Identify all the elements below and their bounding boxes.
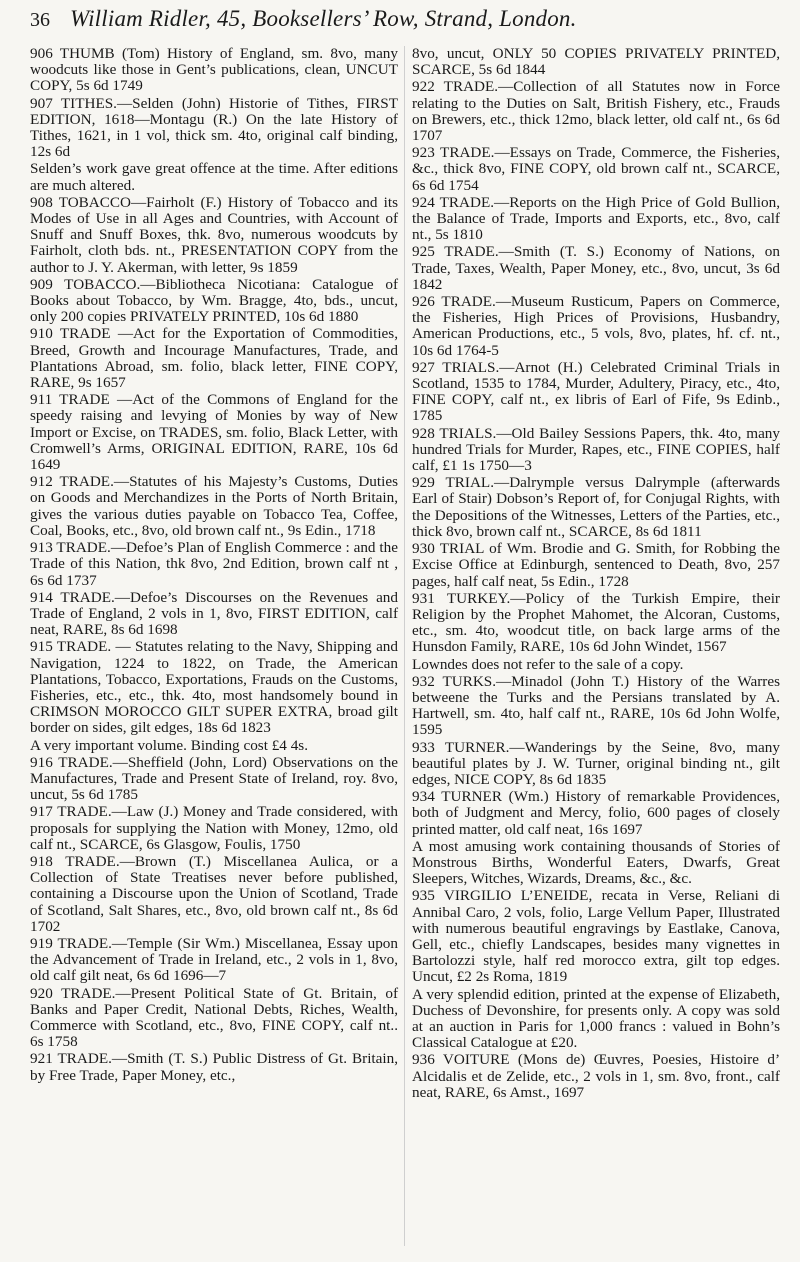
catalogue-entry: 907 TITHES.—Selden (John) Historie of Tithes, FIRST EDITION, 1618—Montagu (R.) On the late History of Tithes, 1621, in 1 vol, thick sm. 4to, original calf binding, 12s 6d — [30, 94, 398, 161]
page-header — [30, 6, 780, 36]
catalogue-entry: 919 TRADE.—Temple (Sir Wm.) Miscellanea, Essay upon the Advancement of Trade in Ireland, etc., 2 vols in 1, 8vo, old calf gilt neat, 6s 6d 1696—7 — [30, 934, 398, 985]
catalogue-entry: 911 TRADE —Act of the Commons of England for the speedy raising and levying of Monies by way of New Import or Excise, on TRADES, sm. folio, Black Letter, with Cromwell’s Arms, ORIGINAL EDITION, RARE, 10s 6d 1649 — [30, 391, 398, 474]
entry-note: Selden’s work gave great offence at the time. After editions are much altered. — [30, 160, 398, 194]
catalogue-entry: 933 TURNER.—Wanderings by the Seine, 8vo, many beautiful plates by J. W. Turner, original binding nt., gilt edges, NICE COPY, 8s 6d 1835 — [412, 738, 780, 788]
catalogue-entry: 910 TRADE —Act for the Exportation of Commodities, Breed, Growth and Incourage Manufactures, Trade, and Plantations Abroad, sm. folio, black letter, FINE COPY, RARE, 9s 1657 — [30, 325, 398, 392]
catalogue-entry: 930 TRIAL of Wm. Brodie and G. Smith, for Robbing the Excise Office at Edinburgh, sentenced to Death, 8vo, 257 pages, half calf neat, 5s Edin., 1728 — [412, 540, 780, 590]
catalogue-entry: 913 TRADE.—Defoe’s Plan of English Commerce : and the Trade of this Nation, thk 8vo, 2nd Edition, brown calf nt , 6s 6d 1737 — [30, 539, 398, 589]
catalogue-entry: 908 TOBACCO—Fairholt (F.) History of Tobacco and its Modes of Use in all Ages and Countries, with Account of Snuff and Snuff Boxes, thk. 8vo, numerous woodcuts by Fairholt, cloth bds. nt., PRESENTATION COPY from the author to J. Y. Akerman, with letter, 9s 1859 — [30, 193, 398, 276]
catalogue-entry: 917 TRADE.—Law (J.) Money and Trade considered, with proposals for supplying the Nation with Money, 12mo, old calf nt., SCARCE, 6s Glasgow, Foulis, 1750 — [30, 803, 398, 853]
catalogue-entry: 927 TRIALS.—Arnot (H.) Celebrated Criminal Trials in Scotland, 1535 to 1784, Murder, Adultery, Piracy, etc., 4to, FINE COPY, calf nt., ex libris of Earl of Fife, 9s Edinb., 1785 — [412, 358, 780, 425]
catalogue-entry: 934 TURNER (Wm.) History of remarkable Providences, both of Judgment and Mercy, folio, 600 pages of closely printed matter, old calf neat, 16s 1697 — [412, 788, 780, 838]
catalogue-entry: 915 TRADE. — Statutes relating to the Navy, Shipping and Navigation, 1224 to 1822, on Trade, the American Plantations, Tobacco, Exportations, Frauds on the Customs, Fisheries, etc., etc., thk. 4to, most handsomely bound in CRIMSON MOROCCO GILT SUPER EXTRA, broad gilt border on sides, gilt edges, 18s 6d 1823 — [30, 638, 398, 737]
catalogue-entry: 932 TURKS.—Minadol (John T.) History of the Warres betweene the Turks and the Persians translated by A. Hartwell, sm. 4to, half calf nt., RARE, 10s 6d John Wolfe, 1595 — [412, 672, 780, 739]
entry-note: A very important volume. Binding cost £4 4s. — [30, 736, 308, 754]
catalogue-entry: 925 TRADE.—Smith (T. S.) Economy of Nations, on Trade, Taxes, Wealth, Paper Money, etc., 8vo, uncut, 3s 6d 1842 — [412, 243, 780, 293]
catalogue-entry: 921 TRADE.—Smith (T. S.) Public Distress of Gt. Britain, by Free Trade, Paper Money, etc., — [30, 1050, 398, 1084]
catalogue-entry: 936 VOITURE (Mons de) Œuvres, Poesies, Histoire d’ Alcidalis et de Zelide, etc., 2 vols in 1, sm. 8vo, front., calf neat, RARE, 6s Amst., 1697 — [412, 1051, 780, 1101]
column-divider — [404, 46, 405, 1246]
catalogue-entry: 8vo, uncut, ONLY 50 COPIES PRIVATELY PRINTED, SCARCE, 5s 6d 1844 — [412, 45, 780, 79]
catalogue-entry: 929 TRIAL.—Dalrymple versus Dalrymple (afterwards Earl of Stair) Dobson’s Report of, for Conjugal Rights, with the Depositions of the Witnesses, Letters of the Parties, etc., thick 8vo, brown calf nt., SCARCE, 8s 6d 1811 — [412, 474, 780, 540]
catalogue-entry: 920 TRADE.—Present Political State of Gt. Britain, of Banks and Paper Credit, National Debts, Riches, Wealth, Commerce with Scotland, etc., 8vo, FINE COPY, calf nt.. 6s 1758 — [30, 984, 398, 1051]
catalogue-entry: 909 TOBACCO.—Bibliotheca Nicotiana: Catalogue of Books about Tobacco, by Wm. Bragge, 4to, bds., uncut, only 200 copies PRIVATELY PRINTED, 10s 6d 1880 — [30, 275, 398, 326]
entry-note: A most amusing work containing thousands of Stories of Monstrous Births, Wonderful Eaters, Dwarfs, Great Sleepers, Witches, Wizards, Dreams, &c., &c. — [412, 837, 780, 888]
catalogue-entry: 922 TRADE.—Collection of all Statutes now in Force relating to the Duties on Salt, British Fishery, etc., Frauds on Brewers, etc., thick 12mo, black letter, old calf nt., 6s 6d 1707 — [412, 78, 780, 145]
catalogue-entry: 926 TRADE.—Museum Rusticum, Papers on Commerce, the Fisheries, High Prices of Provisions, Husbandry, American Productions, etc., 5 vols, 8vo, plates, hf. cf. nt., 10s 6d 1764-5 — [412, 293, 780, 359]
catalogue-entry: 931 TURKEY.—Policy of the Turkish Empire, their Religion by the Prophet Mahomet, the Alcoran, Customs, etc., sm. 4to, woodcut title, on back large arms of the Hunsdon Family, RARE, 10s 6d John Windet, 1567 — [412, 589, 780, 656]
entry-note: Lowndes does not refer to the sale of a copy. — [412, 655, 684, 673]
catalogue-entry: 918 TRADE.—Brown (T.) Miscellanea Aulica, or a Collection of State Treatises never before published, containing a Discourse upon the Union of Scotland, Trade of Scotland, Salt Shares, etc., 8vo, old brown calf nt., 8s 6d 1702 — [30, 852, 398, 935]
catalogue-entry: 916 TRADE.—Sheffield (John, Lord) Observations on the Manufactures, Trade and Present State of Ireland, roy. 8vo, uncut, 5s 6d 1785 — [30, 753, 398, 804]
catalogue-entry: 924 TRADE.—Reports on the High Price of Gold Bullion, the Balance of Trade, Imports and Exports, etc., 8vo, calf nt., 5s 1810 — [412, 193, 780, 244]
page-number: 36 — [30, 9, 50, 31]
catalogue-entry: 912 TRADE.—Statutes of his Majesty’s Customs, Duties on Goods and Merchandizes in the Ports of North Britain, gives the various duties payable on Tobacco Tea, Coffee, Coal, Books, etc., 8vo, old brown calf nt., 9s Edin., 1718 — [30, 473, 398, 539]
catalogue-entry: 928 TRIALS.—Old Bailey Sessions Papers, thk. 4to, many hundred Trials for Murder, Rapes, etc., FINE COPIES, half calf, £1 1s 1750—3 — [412, 424, 780, 475]
left-column — [30, 46, 398, 1085]
catalogue-entry: 914 TRADE.—Defoe’s Discourses on the Revenues and Trade of England, 2 vols in 1, 8vo, FIRST EDITION, calf neat, RARE, 8s 6d 1698 — [30, 588, 398, 639]
right-column — [412, 46, 780, 1102]
entry-note: A very splendid edition, printed at the expense of Elizabeth, Duchess of Devonshire, for presents only. A copy was sold at an auction in Paris for 1,000 francs : valued in Bohn’s Classical Catalogue at £20. — [412, 985, 780, 1052]
catalogue-entry: 935 VIRGILIO L’ENEIDE, recata in Verse, Reliani di Annibal Caro, 2 vols, folio, Large Vellum Paper, Illustrated with numerous beautiful engravings by Eastlake, Canova, Gell, etc., chiefly Landscapes, besides many vignettes in Bartolozzi style, half red morocco extra, gilt top edges. Uncut, £2 2s Roma, 1819 — [412, 887, 780, 986]
catalogue-entry: 906 THUMB (Tom) History of England, sm. 8vo, many woodcuts like those in Gent’s publications, clean, UNCUT COPY, 5s 6d 1749 — [30, 45, 398, 95]
running-head: William Ridler, 45, Booksellers’ Row, Strand, London. — [70, 6, 577, 31]
catalogue-entry: 923 TRADE.—Essays on Trade, Commerce, the Fisheries, &c., thick 8vo, FINE COPY, old brown calf nt., SCARCE, 6s 6d 1754 — [412, 144, 780, 194]
